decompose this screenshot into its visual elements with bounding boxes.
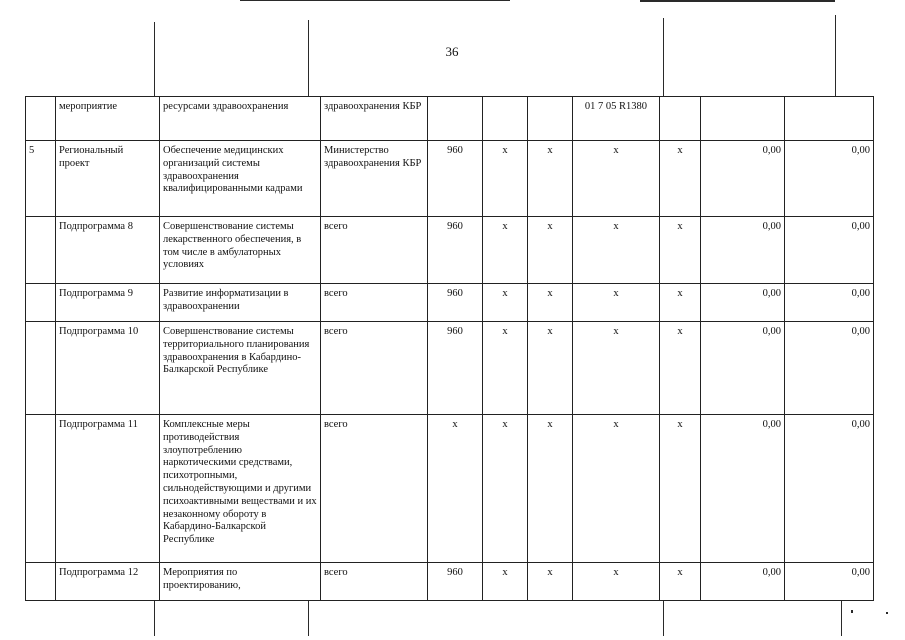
cell-type: Подпрограмма 9 [56, 284, 160, 322]
cell-executor: всего [321, 563, 428, 601]
table-row [26, 97, 874, 141]
cell-num [26, 415, 56, 563]
cell-executor: всего [321, 322, 428, 415]
cell-name: Развитие информатизации в здравоохранении [160, 284, 321, 322]
cell-name: ресурсами здравоохранения [160, 97, 321, 141]
cell-grbs: 960 [428, 217, 483, 284]
cell-vr: х [660, 217, 701, 284]
table-row [26, 141, 874, 217]
scan-vline-1 [154, 22, 155, 96]
cell-value-2: 0,00 [785, 217, 874, 284]
cell-vr: х [660, 415, 701, 563]
cell-vr: х [660, 563, 701, 601]
cell-grbs: 960 [428, 284, 483, 322]
cell-grbs: 960 [428, 563, 483, 601]
cell-num [26, 217, 56, 284]
cell-rz: х [483, 284, 528, 322]
cell-value-2: 0,00 [785, 141, 874, 217]
cell-pr: х [528, 563, 573, 601]
cell-name: Обеспечение медицинских организаций системы здравоохранения квалифицированными кадрами [160, 141, 321, 217]
cell-csr: х [573, 563, 660, 601]
cell-name: Совершенствование системы лекарственного обеспечения, в том числе в амбулаторных условиях [160, 217, 321, 284]
cell-name: Совершенствование системы территориального планирования здравоохранения в Кабардино-Балкарской Республике [160, 322, 321, 415]
scan-vline-2 [308, 20, 309, 96]
cell-value-2: 0,00 [785, 415, 874, 563]
cell-pr [528, 97, 573, 141]
cell-type: Подпрограмма 10 [56, 322, 160, 415]
cell-num [26, 322, 56, 415]
table-row [26, 415, 874, 563]
scan-vline-8 [841, 600, 842, 636]
table-row [26, 284, 874, 322]
cell-value-1: 0,00 [701, 415, 785, 563]
scan-vline-4 [835, 15, 836, 96]
cell-vr [660, 97, 701, 141]
cell-vr: х [660, 322, 701, 415]
cell-csr: х [573, 322, 660, 415]
cell-grbs: х [428, 415, 483, 563]
cell-rz: х [483, 141, 528, 217]
cell-value-2: 0,00 [785, 563, 874, 601]
scan-top-rule [240, 0, 510, 1]
cell-value-1: 0,00 [701, 563, 785, 601]
cell-pr: х [528, 217, 573, 284]
cell-executor: Министерство здравоохранения КБР [321, 141, 428, 217]
table-row [26, 322, 874, 415]
cell-csr: х [573, 284, 660, 322]
cell-value-2: 0,00 [785, 322, 874, 415]
cell-pr: х [528, 415, 573, 563]
cell-type: Региональный проект [56, 141, 160, 217]
cell-executor: всего [321, 284, 428, 322]
scan-dot-2 [886, 612, 888, 614]
cell-num [26, 97, 56, 141]
cell-grbs [428, 97, 483, 141]
cell-executor: здравоохранения КБР [321, 97, 428, 141]
cell-num: 5 [26, 141, 56, 217]
cell-vr: х [660, 284, 701, 322]
scan-vline-5 [154, 600, 155, 636]
cell-grbs: 960 [428, 141, 483, 217]
table-row [26, 563, 874, 601]
scan-vline-7 [663, 600, 664, 636]
cell-pr: х [528, 141, 573, 217]
scan-dot-1 [851, 610, 853, 613]
cell-name: Комплексные меры противодействия злоупотреблению наркотическими средствами, психотропными, сильнодействующими и другими психоактивными веществами и их незаконному обороту в Кабардино-Балкарской Республике [160, 415, 321, 563]
cell-vr: х [660, 141, 701, 217]
cell-executor: всего [321, 217, 428, 284]
cell-value-1 [701, 97, 785, 141]
cell-rz [483, 97, 528, 141]
cell-csr: 01 7 05 R1380 [573, 97, 660, 141]
cell-value-2: 0,00 [785, 284, 874, 322]
cell-rz: х [483, 217, 528, 284]
cell-csr: х [573, 217, 660, 284]
cell-executor: всего [321, 415, 428, 563]
cell-grbs: 960 [428, 322, 483, 415]
table-row [26, 217, 874, 284]
cell-name: Мероприятия по проектированию, [160, 563, 321, 601]
cell-num [26, 284, 56, 322]
cell-value-1: 0,00 [701, 322, 785, 415]
cell-type: Подпрограмма 8 [56, 217, 160, 284]
scan-vline-3 [663, 18, 664, 96]
scan-vline-6 [308, 600, 309, 636]
cell-value-1: 0,00 [701, 284, 785, 322]
cell-csr: х [573, 415, 660, 563]
cell-value-1: 0,00 [701, 141, 785, 217]
cell-type: Подпрограмма 12 [56, 563, 160, 601]
cell-csr: х [573, 141, 660, 217]
cell-type: мероприятие [56, 97, 160, 141]
cell-value-2 [785, 97, 874, 141]
cell-pr: х [528, 284, 573, 322]
cell-num [26, 563, 56, 601]
cell-type: Подпрограмма 11 [56, 415, 160, 563]
scan-top-right-rule [640, 0, 835, 2]
cell-rz: х [483, 322, 528, 415]
budget-table [25, 96, 874, 601]
cell-value-1: 0,00 [701, 217, 785, 284]
cell-pr: х [528, 322, 573, 415]
cell-rz: х [483, 563, 528, 601]
page-number: 36 [445, 44, 459, 59]
cell-rz: х [483, 415, 528, 563]
